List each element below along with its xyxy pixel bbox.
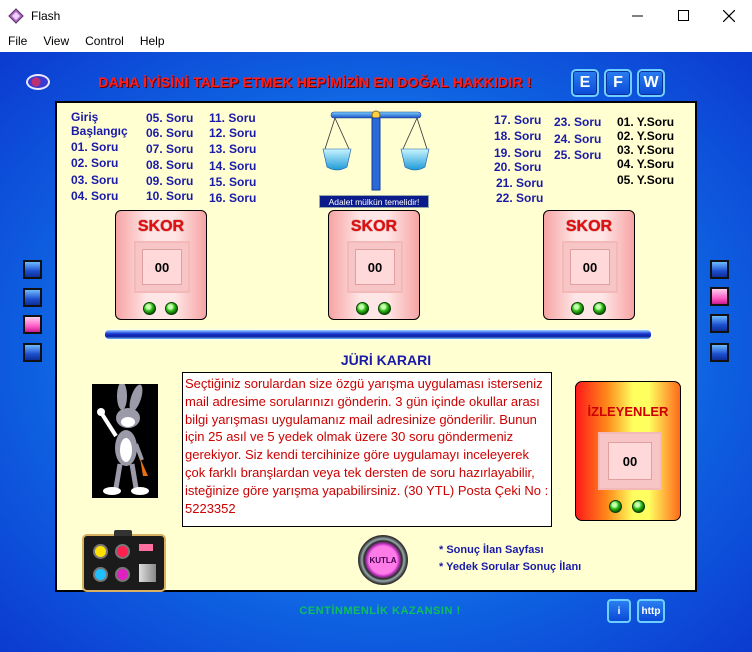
menu-view[interactable]: View — [43, 34, 70, 48]
footer-slogan: CENTİNMENLİK KAZANSIN ! — [299, 605, 461, 617]
score-box-3 — [543, 210, 635, 320]
nav-yedek-04[interactable]: 04. Y.Soru — [617, 157, 675, 171]
result-links — [439, 542, 581, 576]
juri-text: Seçtiğiniz sorulardan size özgü yarışma uygulaması isterseniz mail adresime sorularınızı gönderin. 3 gün içinde okullar arası bilgi yarışması uygulamanız mail adresinize gönderilir. Bunun için 25 asıl ve 5 yedek olmak üzere 30 soru göndermeniz gerekiyor. Siz kendi tercihinize göre uygulamayı inceleyerek çok farklı branşlardan veya tek dersten de soru hazırlayabilir, isteğinize göre yarışma yapabilirsiniz. (30 YTL) Posta Çeki No : 5223352 — [185, 376, 549, 516]
viewers-box — [575, 381, 681, 521]
nav-soru-07[interactable]: 07. Soru — [146, 142, 194, 156]
nav-soru-25[interactable]: 25. Soru — [554, 148, 602, 162]
plus-led-button[interactable] — [609, 500, 622, 513]
score-label: SKOR — [565, 218, 613, 235]
kutla-label: KUTLA — [369, 555, 397, 565]
flash-stage — [0, 52, 752, 652]
side-button-left-1[interactable] — [23, 260, 42, 279]
maximize-button[interactable] — [660, 0, 706, 31]
window-title: Flash — [31, 8, 61, 23]
nav-soru-08[interactable]: 08. Soru — [146, 158, 194, 172]
scale-caption: Adalet mülkün temelidir! — [319, 195, 429, 208]
nav-soru-21[interactable]: 21. Soru — [496, 176, 544, 190]
score-box-2 — [328, 210, 420, 320]
score-label: SKOR — [350, 218, 398, 235]
close-button[interactable] — [706, 0, 752, 31]
nav-giris[interactable]: Giriş — [71, 110, 99, 124]
nav-soru-19[interactable]: 19. Soru — [494, 146, 542, 160]
nav-soru-10[interactable]: 10. Soru — [146, 189, 194, 203]
menu-control[interactable]: Control — [85, 34, 124, 48]
nav-soru-02[interactable]: 02. Soru — [71, 156, 119, 170]
minimize-icon — [632, 10, 643, 21]
score-value: 00 — [570, 249, 610, 285]
link-yedek-sonuc[interactable]: * Yedek Sorular Sonuç İlanı — [439, 561, 582, 573]
score-value: 00 — [142, 249, 182, 285]
plus-led-button[interactable] — [571, 302, 584, 315]
score-label: SKOR — [137, 218, 185, 235]
side-button-right-4[interactable] — [710, 343, 729, 362]
camera-icon[interactable] — [82, 534, 166, 592]
viewers-value: 00 — [608, 442, 652, 480]
nav-soru-17[interactable]: 17. Soru — [494, 113, 542, 127]
side-button-right-3[interactable] — [710, 314, 729, 333]
nav-yedek-03[interactable]: 03. Y.Soru — [617, 143, 675, 157]
nav-soru-04[interactable]: 04. Soru — [71, 189, 119, 203]
nav-soru-13[interactable]: 13. Soru — [209, 142, 257, 156]
flash-app-icon — [8, 8, 24, 24]
divider-bar — [105, 330, 651, 339]
plus-led-button[interactable] — [356, 302, 369, 315]
nav-soru-05[interactable]: 05. Soru — [146, 111, 194, 125]
side-button-left-2[interactable] — [23, 288, 42, 307]
info-button[interactable]: i — [607, 599, 631, 623]
minus-led-button[interactable] — [378, 302, 391, 315]
nav-soru-14[interactable]: 14. Soru — [209, 159, 257, 173]
nav-soru-01[interactable]: 01. Soru — [71, 140, 119, 154]
window-titlebar — [0, 0, 752, 31]
juri-title: JÜRİ KARARI — [340, 352, 432, 368]
lang-button-w[interactable]: W — [637, 69, 665, 97]
nav-soru-18[interactable]: 18. Soru — [494, 129, 542, 143]
nav-baslangic[interactable]: Başlangıç — [71, 124, 128, 138]
nav-yedek-02[interactable]: 02. Y.Soru — [617, 129, 675, 143]
scale-of-justice-icon — [321, 107, 431, 195]
nav-soru-09[interactable]: 09. Soru — [146, 174, 194, 188]
eye-logo-icon[interactable] — [26, 74, 50, 90]
lang-button-f[interactable]: F — [604, 69, 632, 97]
link-sonuc-ilan[interactable]: * Sonuç İlan Sayfası — [439, 544, 544, 556]
nav-soru-24[interactable]: 24. Soru — [554, 132, 602, 146]
bugs-bunny-image — [92, 384, 158, 498]
main-panel — [55, 101, 697, 592]
score-box-1 — [115, 210, 207, 320]
lang-button-e[interactable]: E — [571, 69, 599, 97]
menu-bar — [0, 31, 752, 51]
side-button-left-4[interactable] — [23, 343, 42, 362]
nav-soru-22[interactable]: 22. Soru — [496, 191, 544, 205]
side-button-right-1[interactable] — [710, 260, 729, 279]
side-button-right-2[interactable] — [710, 287, 729, 306]
nav-soru-11[interactable]: 11. Soru — [209, 111, 256, 125]
banner-title: DAHA İYİSİNİ TALEP ETMEK HEPİMİZİN EN DOĞAL HAKKIDIR ! — [98, 74, 532, 90]
viewers-label: İZLEYENLER — [587, 404, 669, 419]
nav-yedek-05[interactable]: 05. Y.Soru — [617, 173, 675, 187]
menu-help[interactable]: Help — [139, 34, 165, 48]
nav-soru-20[interactable]: 20. Soru — [494, 160, 542, 174]
close-icon — [723, 10, 735, 22]
side-button-left-3[interactable] — [23, 315, 42, 334]
nav-soru-03[interactable]: 03. Soru — [71, 173, 119, 187]
minus-led-button[interactable] — [165, 302, 178, 315]
plus-led-button[interactable] — [143, 302, 156, 315]
minus-led-button[interactable] — [632, 500, 645, 513]
nav-soru-06[interactable]: 06. Soru — [146, 126, 194, 140]
juri-text-box[interactable] — [182, 372, 552, 527]
minimize-button[interactable] — [614, 0, 660, 31]
maximize-icon — [678, 10, 689, 21]
minus-led-button[interactable] — [593, 302, 606, 315]
nav-yedek-01[interactable]: 01. Y.Soru — [617, 115, 675, 129]
score-value: 00 — [355, 249, 395, 285]
http-button[interactable]: http — [637, 599, 665, 623]
nav-soru-15[interactable]: 15. Soru — [209, 175, 257, 189]
nav-soru-12[interactable]: 12. Soru — [209, 126, 257, 140]
nav-soru-16[interactable]: 16. Soru — [209, 191, 257, 205]
kutla-button[interactable] — [358, 535, 408, 585]
nav-soru-23[interactable]: 23. Soru — [554, 115, 602, 129]
menu-file[interactable]: File — [8, 34, 28, 48]
